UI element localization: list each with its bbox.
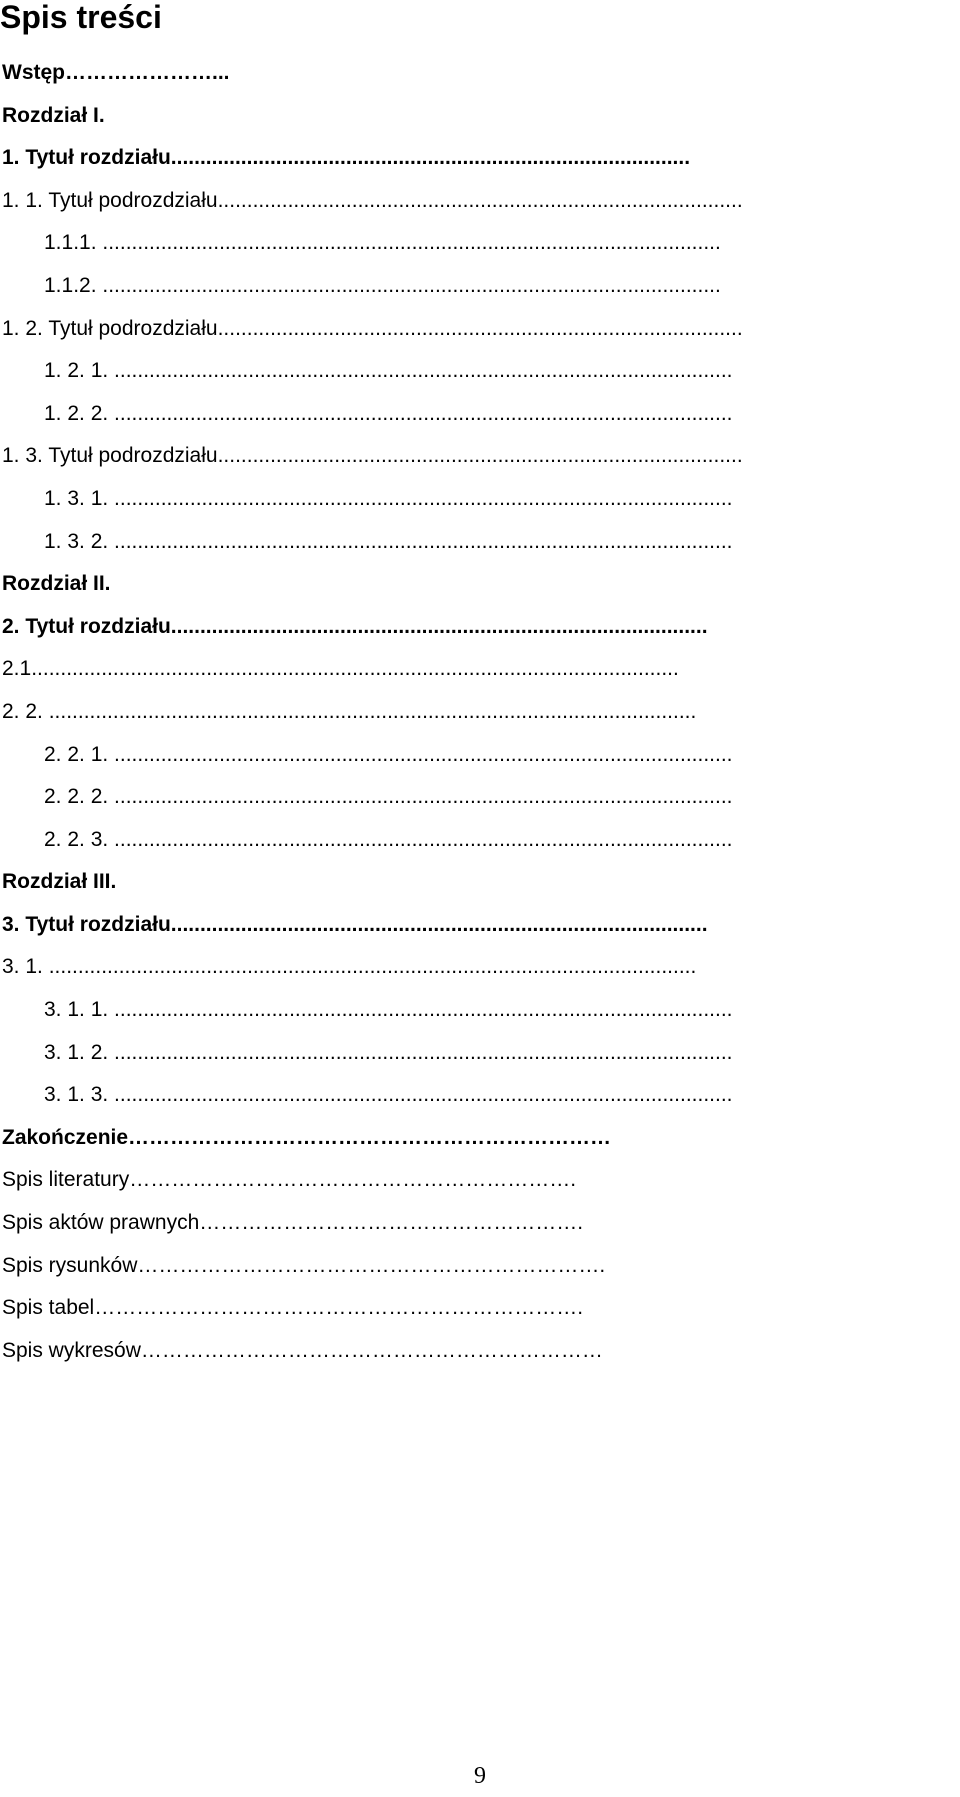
toc-entry-2[interactable] [0, 606, 960, 649]
toc-entry-1-1[interactable] [0, 180, 960, 223]
toc-entry-text: 1. 2. 1. .......................................................................................................... [44, 359, 733, 383]
toc-entry-text: 1.1.2. .......................................................................................................... [44, 273, 721, 297]
toc-entry-rozdzial-3[interactable] [0, 861, 960, 904]
toc-entry-text: 2. 2. ............................................................................................................... [2, 699, 697, 723]
toc-entry-spis-aktow-prawnych[interactable] [0, 1202, 960, 1245]
toc-entry-rozdzial-1[interactable] [0, 95, 960, 138]
toc-entry-text: 3. 1. 2. .......................................................................................................... [44, 1040, 733, 1064]
toc-entry-text: 3. Tytuł rozdziału............................................................................................ [2, 912, 708, 936]
toc-entry-zakonczenie[interactable] [0, 1117, 960, 1160]
toc-entry-text: 1.1.1. .......................................................................................................... [44, 231, 721, 255]
toc-entry-text: 2.1............................................................................................................... [2, 657, 679, 681]
toc-entry-wstep[interactable] [0, 52, 960, 95]
toc-entry-text: Spis tabel……………………………………………………………. [2, 1296, 584, 1320]
toc-entry-text: 2. 2. 2. .......................................................................................................... [44, 785, 733, 809]
toc-entry-text: 1. 3. 2. .......................................................................................................... [44, 529, 733, 553]
toc-entry-3-1-2[interactable] [0, 1032, 960, 1075]
toc-entry-1[interactable] [0, 137, 960, 180]
toc-entry-3-1-1[interactable] [0, 989, 960, 1032]
toc-entry-text: 1. 1. Tytuł podrozdziału.......................................................................................... [2, 188, 743, 212]
toc-entry-text: 2. 2. 3. .......................................................................................................... [44, 827, 733, 851]
toc-entry-spis-rysunkow[interactable] [0, 1245, 960, 1288]
toc-entry-text: 1. 3. 1. .......................................................................................................... [44, 486, 733, 510]
toc-entry-2-2[interactable] [0, 691, 960, 734]
toc-entry-1-2-1[interactable] [0, 350, 960, 393]
toc-entry-1-1-1[interactable] [0, 222, 960, 265]
toc-entry-text: 1. Tytuł rozdziału......................................................................................... [2, 146, 691, 170]
toc-entry-text: 3. 1. 3. .......................................................................................................... [44, 1083, 733, 1107]
toc-entry-spis-literatury[interactable] [0, 1159, 960, 1202]
toc-entry-1-2-2[interactable] [0, 393, 960, 436]
toc-entry-text: 1. 2. Tytuł podrozdziału.......................................................................................... [2, 316, 743, 340]
toc-entry-text: 1. 2. 2. .......................................................................................................... [44, 401, 733, 425]
toc-entry-text: Spis literatury………………………………………………………. [2, 1168, 577, 1192]
toc-entry-2-2-1[interactable] [0, 734, 960, 777]
toc-entry-2-2-2[interactable] [0, 776, 960, 819]
toc-entry-1-1-2[interactable] [0, 265, 960, 308]
toc-entry-text: 2. 2. 1. .......................................................................................................... [44, 742, 733, 766]
toc-entry-3-1[interactable] [0, 946, 960, 989]
toc-entry-1-3[interactable] [0, 435, 960, 478]
toc-entry-3[interactable] [0, 904, 960, 947]
toc-entry-1-3-1[interactable] [0, 478, 960, 521]
toc-entry-spis-wykresow[interactable] [0, 1330, 960, 1373]
toc-entry-text: 2. Tytuł rozdziału............................................................................................ [2, 614, 708, 638]
toc-entry-2-1[interactable] [0, 648, 960, 691]
toc-entry-text: Spis wykresów………………………………………………………… [2, 1338, 603, 1362]
toc-entry-text: Rozdział II. [2, 572, 111, 596]
toc-entry-1-2[interactable] [0, 308, 960, 351]
page-number: 9 [474, 1763, 486, 1789]
toc-entry-spis-tabel[interactable] [0, 1287, 960, 1330]
toc-entry-text: Spis aktów prawnych………………………………………………. [2, 1211, 584, 1235]
toc-entry-text: Wstęp…………………... [2, 61, 230, 84]
page-title: Spis treści [0, 0, 162, 35]
toc-entry-text: 1. 3. Tytuł podrozdziału.......................................................................................... [2, 444, 743, 468]
toc-entry-3-1-3[interactable] [0, 1074, 960, 1117]
toc-entry-1-3-2[interactable] [0, 521, 960, 564]
toc-entry-rozdzial-2[interactable] [0, 563, 960, 606]
toc-entry-text: 3. 1. 1. .......................................................................................................... [44, 998, 733, 1022]
toc-entry-text: Rozdział III. [2, 870, 117, 894]
toc-entry-text: Zakończenie…………………………………………………………… [2, 1125, 612, 1149]
toc-entry-text: Spis rysunków…………………………………………………………. [2, 1253, 606, 1277]
toc-entry-text: Rozdział I. [2, 103, 105, 127]
toc-entry-text: 3. 1. ............................................................................................................... [2, 955, 697, 979]
table-of-contents [0, 52, 960, 1372]
toc-entry-2-2-3[interactable] [0, 819, 960, 862]
